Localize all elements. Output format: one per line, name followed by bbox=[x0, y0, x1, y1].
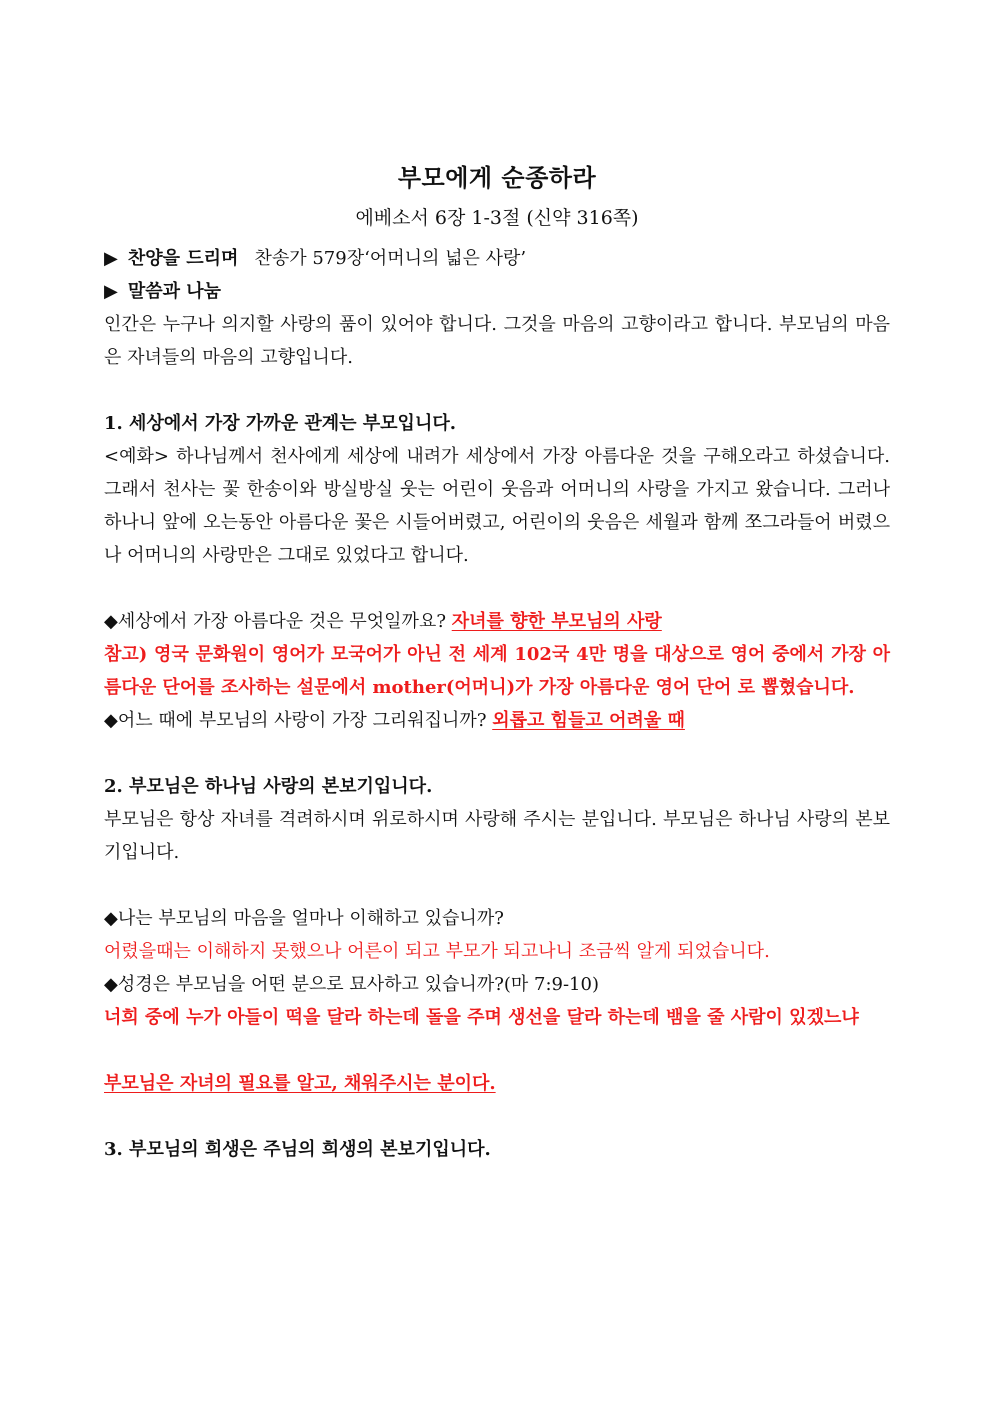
answer-text: 자녀를 향한 부모님의 사랑 bbox=[451, 611, 662, 632]
section2-question2: ◆성경은 부모님을 어떤 분으로 묘사하고 있습니까?(마 7:9-10) bbox=[104, 974, 599, 995]
document-title: 부모에게 순종하라 bbox=[397, 163, 597, 192]
praise-line bbox=[104, 242, 890, 275]
sharing-line bbox=[104, 275, 890, 308]
document-page bbox=[104, 158, 890, 1166]
section2-body: 부모님은 항상 자녀를 격려하시며 위로하시며 사랑해 주시는 분입니다. 부모님은 하나님 사랑의 본보기입니다. bbox=[104, 809, 890, 863]
sharing-label: 말씀과 나눔 bbox=[127, 281, 222, 302]
section2-answer2: 너희 중에 누가 아들이 떡을 달라 하는데 돌을 주며 생선을 달라 하는데 뱀을 줄 사람이 있겠느냐 bbox=[104, 1007, 859, 1028]
section2-conclusion: 부모님은 자녀의 필요를 알고, 채워주시는 분이다. bbox=[104, 1073, 496, 1094]
scripture-reference: 에베소서 6장 1-3절 (신약 316쪽) bbox=[355, 207, 639, 229]
question-text: ◆세상에서 가장 아름다운 것은 무엇일까요? bbox=[104, 611, 446, 632]
answer-text: 외롭고 힘들고 어려울 때 bbox=[492, 710, 685, 731]
section3-heading: 3. 부모님의 희생은 주님의 희생의 본보기입니다. bbox=[104, 1139, 491, 1160]
section1-question2 bbox=[104, 704, 890, 737]
question-text: ◆어느 때에 부모님의 사랑이 가장 그리워집니까? bbox=[104, 710, 487, 731]
section2-answer1: 어렸을때는 이해하지 못했으나 어른이 되고 부모가 되고나니 조금씩 알게 되었습니다. bbox=[104, 941, 770, 962]
section1-heading: 1. 세상에서 가장 가까운 관계는 부모입니다. bbox=[104, 413, 456, 434]
section2-heading: 2. 부모님은 하나님 사랑의 본보기입니다. bbox=[104, 776, 433, 797]
section2-question1: ◆나는 부모님의 마음을 얼마나 이해하고 있습니까? bbox=[104, 908, 504, 929]
section1-body: <예화> 하나님께서 천사에게 세상에 내려가 세상에서 가장 아름다운 것을 구해오라고 하셨습니다. 그래서 천사는 꽃 한송이와 방실방실 웃는 어린이 웃음과 어머니의 사랑을 가지고 왔습니다. 그러나 하나니 앞에 오는동안 아름다운 꽃은 시들어버렸고, 어린이의 웃음은 세월과 함께 쪼그라들어 버렸으나 어머니의 사랑만은 그대로 있었다고 합니다. bbox=[104, 446, 890, 566]
section1-question1 bbox=[104, 605, 890, 638]
triangle-bullet-icon: ▶ bbox=[104, 281, 118, 302]
hymn-text: 찬송가 579장‘어머니의 넓은 사랑’ bbox=[254, 248, 527, 269]
intro-paragraph: 인간은 누구나 의지할 사랑의 품이 있어야 합니다. 그것을 마음의 고향이라고 합니다. 부모님의 마음은 자녀들의 마음의 고향입니다. bbox=[104, 314, 890, 368]
praise-label: 찬양을 드리며 bbox=[127, 248, 239, 269]
triangle-bullet-icon: ▶ bbox=[104, 248, 118, 269]
section1-note: 참고) 영국 문화원이 영어가 모국어가 아닌 전 세계 102국 4만 명을 대상으로 영어 중에서 가장 아름다운 단어를 조사하는 설문에서 mother(어머니)가 가장 아름다운 영어 단어 로 뽑혔습니다. bbox=[104, 644, 890, 698]
